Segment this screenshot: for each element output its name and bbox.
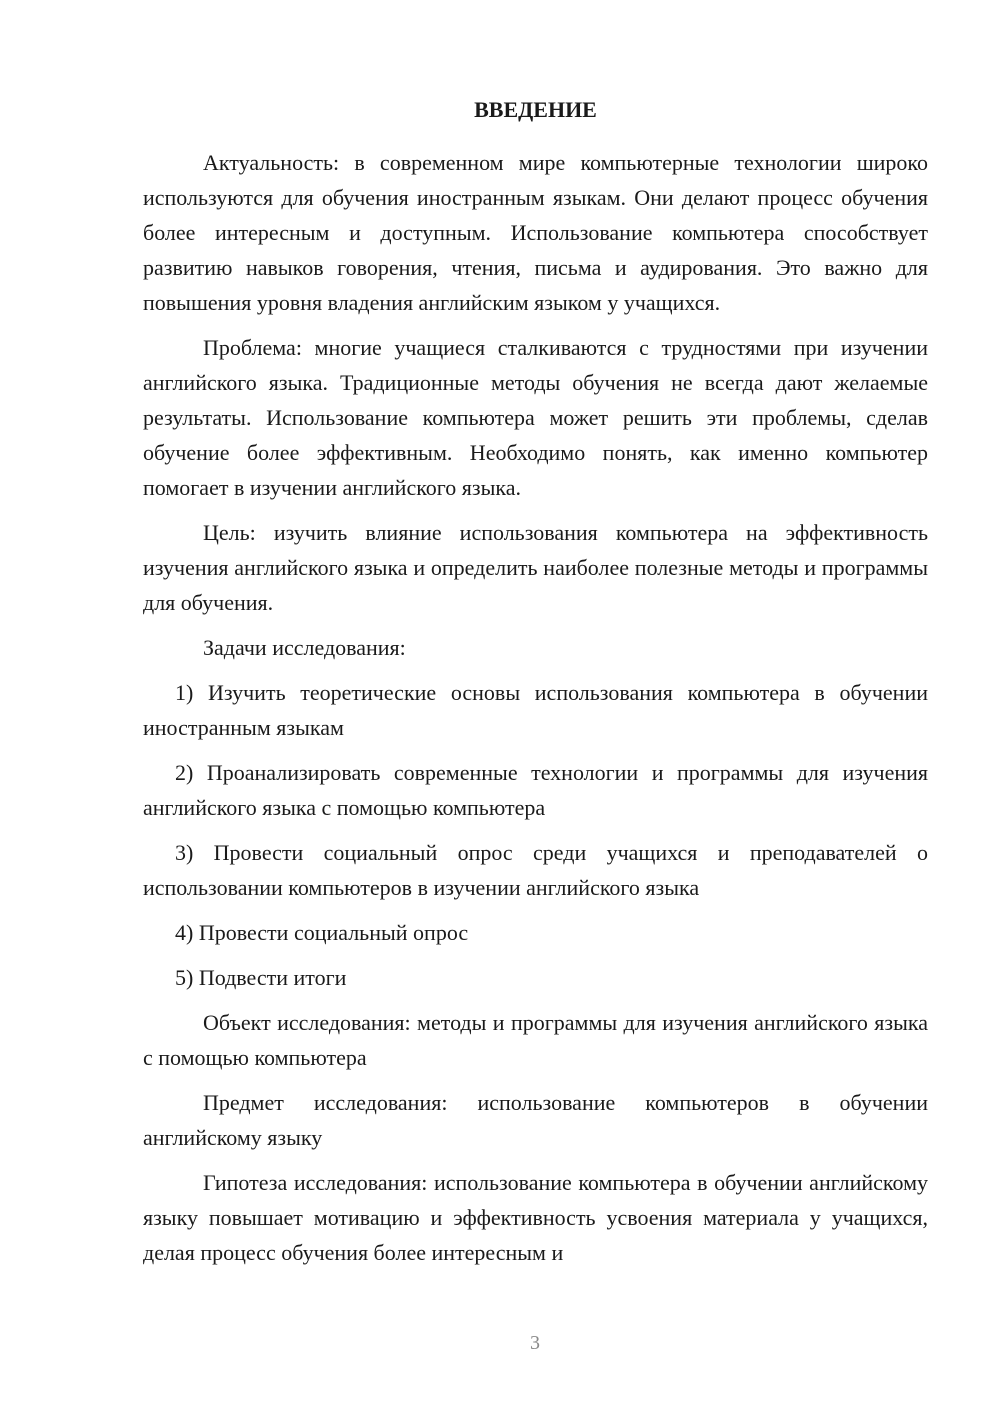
paragraph-subject: Предмет исследования: использование компьютеров в обучении английскому языку bbox=[143, 1090, 928, 1150]
task-item-1: 1) Изучить теоретические основы использования компьютера в обучении иностранным языкам bbox=[143, 680, 928, 740]
page-number: 3 bbox=[530, 1332, 540, 1354]
document-page bbox=[143, 95, 928, 1280]
task-item-2: 2) Проанализировать современные технологии и программы для изучения английского языка с помощью компьютера bbox=[143, 760, 928, 820]
section-title: ВВЕДЕНИЕ bbox=[474, 97, 597, 122]
task-item-5: 5) Подвести итоги bbox=[175, 965, 347, 990]
paragraph-problem: Проблема: многие учащиеся сталкиваются с трудностями при изучении английского языка. Традиционные методы обучения не всегда дают желаемые результаты. Использование компьютера может решить эти проблемы, сделав обучение более эффективным. Необходимо понять, как именно компьютер помогает в изучении английского языка. bbox=[143, 335, 928, 500]
paragraph-object: Объект исследования: методы и программы для изучения английского языка с помощью компьютера bbox=[143, 1010, 928, 1070]
paragraph-relevance: Актуальность: в современном мире компьютерные технологии широко используются для обучения иностранным языкам. Они делают процесс обучения более интересным и доступным. Использование компьютера способствует развитию навыков говорения, чтения, письма и аудирования. Это важно для повышения уровня владения английским языком у учащихся. bbox=[143, 150, 928, 315]
tasks-heading: Задачи исследования: bbox=[203, 635, 406, 660]
task-item-3: 3) Провести социальный опрос среди учащихся и преподавателей о использовании компьютеров в изучении английского языка bbox=[143, 840, 928, 900]
paragraph-goal: Цель: изучить влияние использования компьютера на эффективность изучения английского языка и определить наиболее полезные методы и программы для обучения. bbox=[143, 520, 928, 615]
paragraph-hypothesis: Гипотеза исследования: использование компьютера в обучении английскому языку повышает мотивацию и эффективность усвоения материала у учащихся, делая процесс обучения более интересным и bbox=[143, 1170, 928, 1265]
task-item-4: 4) Провести социальный опрос bbox=[175, 920, 469, 945]
